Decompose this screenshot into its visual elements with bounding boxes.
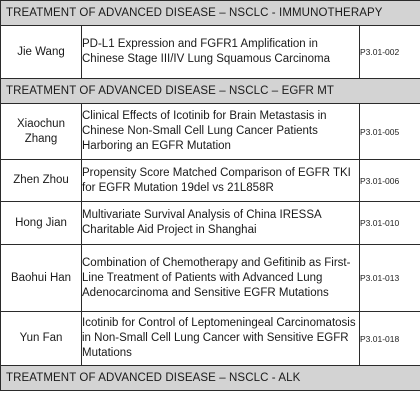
abstract-code: P3.01-010 <box>360 202 420 245</box>
abstract-code: P3.01-006 <box>360 160 420 202</box>
section-heading: TREATMENT OF ADVANCED DISEASE – NSCLC - ALK <box>1 366 420 391</box>
table-row <box>1 26 420 79</box>
abstract-title: Propensity Score Matched Comparison of EGFR TKI for EGFR Mutation 19del vs 21L858R <box>82 160 360 202</box>
abstract-code: P3.01-005 <box>360 104 420 160</box>
section-heading: TREATMENT OF ADVANCED DISEASE – NSCLC – EGFR MT <box>1 79 420 104</box>
table-row <box>1 202 420 245</box>
abstract-title: Combination of Chemotherapy and Gefitinib as First-Line Treatment of Patients with Advanced Lung Adenocarcinoma and Sensitive EGFR Mutations <box>82 245 360 312</box>
table-row <box>1 245 420 312</box>
author-name: Baohui Han <box>1 245 82 312</box>
author-name: Jie Wang <box>1 26 82 79</box>
author-name: Hong Jian <box>1 202 82 245</box>
table-row <box>1 104 420 160</box>
abstract-title: Multivariate Survival Analysis of China IRESSA Charitable Aid Project in Shanghai <box>82 202 360 245</box>
section-heading: TREATMENT OF ADVANCED DISEASE – NSCLC - IMMUNOTHERAPY <box>1 1 420 26</box>
abstract-code: P3.01-002 <box>360 26 420 79</box>
table-row <box>1 160 420 202</box>
author-name: Xiaochun Zhang <box>1 104 82 160</box>
abstract-title: Clinical Effects of Icotinib for Brain Metastasis in Chinese Non-Small Cell Lung Cancer Patients Harboring an EGFR Mutation <box>82 104 360 160</box>
section-header-immunotherapy <box>1 1 420 26</box>
section-header-egfr-mt <box>1 79 420 104</box>
section-header-alk <box>1 366 420 391</box>
abstract-code: P3.01-013 <box>360 245 420 312</box>
author-name: Zhen Zhou <box>1 160 82 202</box>
abstract-title: Icotinib for Control of Leptomeningeal Carcinomatosis in Non-Small Cell Lung Cancer with Sensitive EGFR Mutations <box>82 312 360 366</box>
author-name: Yun Fan <box>1 312 82 366</box>
table-row <box>1 312 420 366</box>
abstract-title: PD-L1 Expression and FGFR1 Amplification in Chinese Stage III/IV Lung Squamous Carcinoma <box>82 26 360 79</box>
abstract-code: P3.01-018 <box>360 312 420 366</box>
